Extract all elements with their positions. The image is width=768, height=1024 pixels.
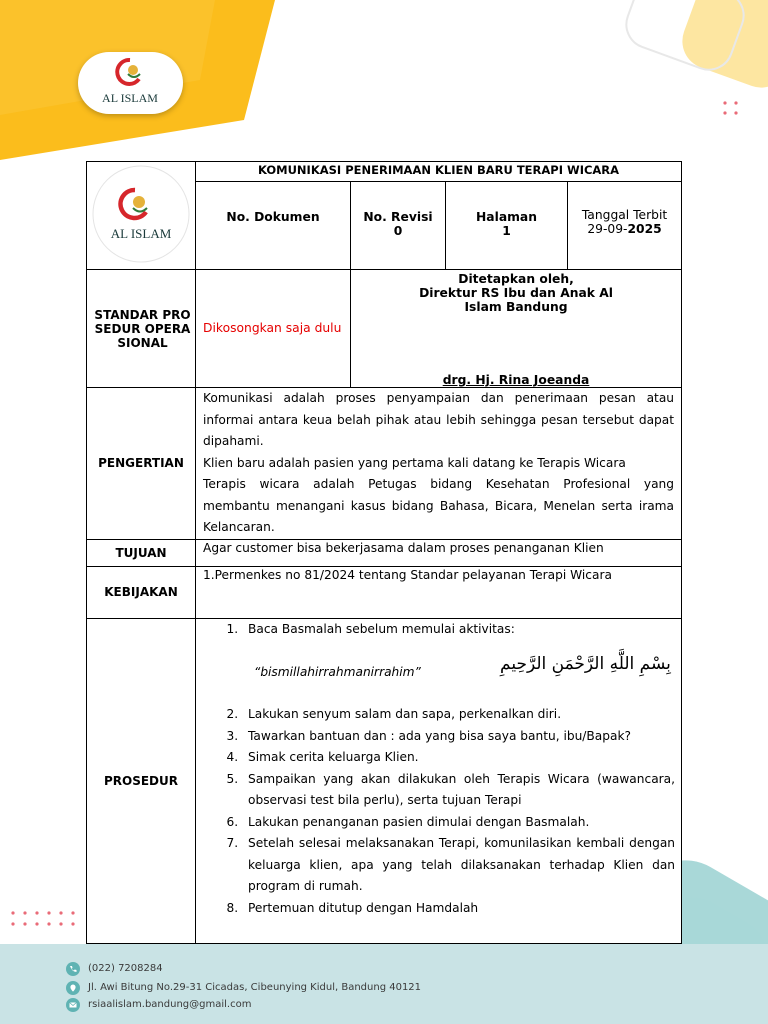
tanggal-cell bbox=[568, 182, 682, 270]
document-title: KOMUNIKASI PENERIMAAN KLIEN BARU TERAPI WICARA bbox=[196, 162, 682, 182]
basmalah-latin: “bismillahirrahmanirrahim” bbox=[254, 665, 421, 679]
no-revisi-value: 0 bbox=[393, 224, 403, 239]
list-item: 5. Sampaikan yang akan dilakukan oleh Terapis Wicara (wawancara, observasi test bila perlu), serta tujuan Terapi bbox=[242, 769, 681, 812]
pengertian-p3: Terapis wicara adalah Petugas bidang Kesehatan Profesional yang membantu menangani kasus bidang Bahasa, Bicara, Menelan serta irama Kelancaran. bbox=[203, 477, 675, 534]
direktur-label: Direktur RS Ibu dan Anak Al Islam Bandung bbox=[419, 286, 613, 314]
pengertian-p2: Klien baru adalah pasien yang pertama kali datang ke Terapis Wicara bbox=[203, 455, 626, 470]
kebijakan-label: KEBIJAKAN bbox=[87, 566, 196, 618]
prosedur-content bbox=[196, 618, 682, 943]
list-item: 2. Lakukan senyum salam dan sapa, perkenalkan diri. bbox=[242, 704, 681, 726]
halaman-cell bbox=[446, 182, 568, 270]
table-logo bbox=[87, 162, 195, 266]
list-item: 6. Lakukan penanganan pasien dimulai dengan Basmalah. bbox=[242, 812, 681, 834]
kebijakan-text: 1.Permenkes no 81/2024 tentang Standar pelayanan Terapi Wicara bbox=[196, 566, 682, 618]
pengertian-content bbox=[196, 388, 682, 540]
phone-icon bbox=[66, 962, 80, 976]
pengertian-label: PENGERTIAN bbox=[87, 388, 196, 540]
list-item: 1. Baca Basmalah sebelum memulai aktivitas: “bismillahirrahmanirrahim” بِسْمِ اللَّهِ الرَّحْمَنِ الرَّحِيمِ bbox=[242, 619, 681, 705]
tujuan-text: Agar customer bisa bekerjasama dalam proses penanganan Klien bbox=[196, 539, 682, 566]
list-item: 3. Tawarkan bantuan dan : ada yang bisa saya bantu, ibu/Bapak? bbox=[242, 726, 681, 748]
logo-text: AL ISLAM bbox=[102, 91, 158, 105]
no-revisi-cell bbox=[351, 182, 446, 270]
prosedur-label: PROSEDUR bbox=[87, 618, 196, 943]
signer-name: drg. Hj. Rina Joeanda bbox=[442, 373, 590, 387]
tanggal-value: 29-09-2025 bbox=[587, 222, 662, 237]
list-item: 4. Simak cerita keluarga Klien. bbox=[242, 747, 681, 769]
halaman-value: 1 bbox=[502, 224, 511, 239]
decorative-dots-bottom-left bbox=[10, 910, 90, 934]
tujuan-label: TUJUAN bbox=[87, 539, 196, 566]
decorative-dots-top-right bbox=[722, 100, 742, 124]
table-logo-text: AL ISLAM bbox=[110, 226, 172, 241]
table-logo-cell bbox=[87, 162, 196, 270]
no-dokumen-label: No. Dokumen bbox=[196, 182, 351, 270]
header-logo bbox=[78, 52, 183, 114]
sop-table bbox=[86, 161, 682, 944]
prosedur-list bbox=[196, 619, 681, 920]
basmalah-arabic: بِسْمِ اللَّهِ الرَّحْمَنِ الرَّحِيمِ bbox=[500, 654, 671, 674]
spo-label: STANDAR PROSEDUR OPERASIONAL bbox=[87, 270, 196, 388]
location-icon bbox=[66, 981, 80, 995]
dikosongkan-text: Dikosongkan saja dulu bbox=[196, 270, 351, 388]
list-item: 8. Pertemuan ditutup dengan Hamdalah bbox=[242, 898, 681, 920]
footer-address: Jl. Awi Bitung No.29-31 Cicadas, Cibeunying Kidul, Bandung 40121 bbox=[88, 982, 422, 993]
ditetapkan-label: Ditetapkan oleh, bbox=[458, 272, 574, 286]
pengertian-p1: Komunikasi adalah proses penyampaian dan penerimaan pesan atau informai antara keua belah pihak atau lebih sehingga pesan tersebut dapat dipahami. bbox=[203, 391, 675, 448]
footer-email: rsiaalislam.bandung@gmail.com bbox=[88, 999, 252, 1010]
footer-phone: (022) 7208284 bbox=[88, 963, 163, 974]
ditetapkan-cell bbox=[351, 270, 682, 388]
tanggal-label: Tanggal Terbit bbox=[581, 208, 668, 223]
list-item: 7. Setelah selesai melaksanakan Terapi, komunilasikan kembali dengan keluarga klien, apa yang telah dilaksanakan terhadap Klien dan program di rumah. bbox=[242, 833, 681, 898]
halaman-label: Halaman bbox=[476, 210, 537, 225]
no-revisi-label: No. Revisi bbox=[363, 210, 433, 225]
email-icon bbox=[66, 998, 80, 1012]
